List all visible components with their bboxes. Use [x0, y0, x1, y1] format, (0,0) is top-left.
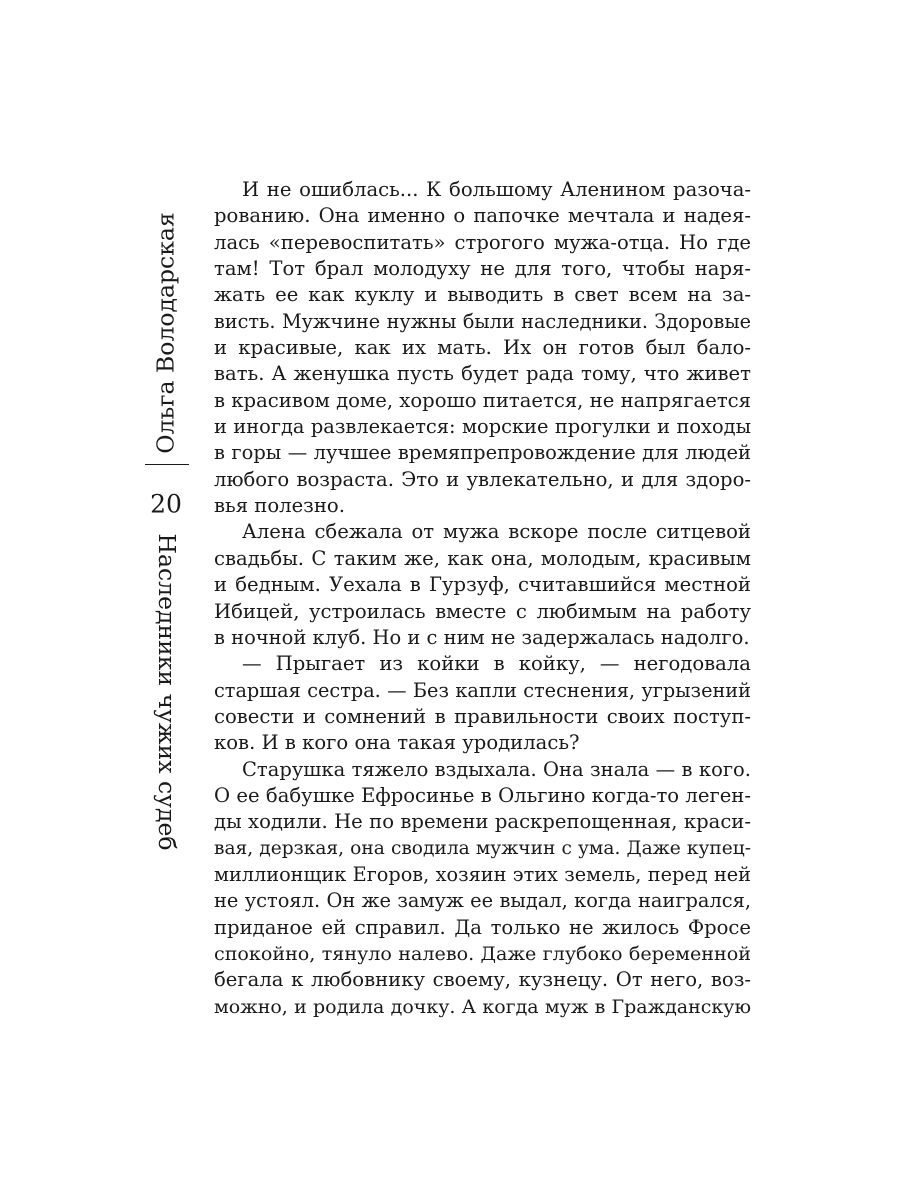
text-line: вать. А женушка пусть будет рада тому, что живет [214, 362, 751, 386]
text-line: и красивые, как их мать. Их он готов был бало- [214, 336, 751, 360]
text-line: в красивом доме, хорошо питается, не напрягается [214, 388, 751, 412]
text-line: и бедным. Уехала в Гурзуф, считавшийся местной [214, 573, 751, 597]
text-line: свадьбы. С таким же, как она, молодым, красивым [214, 546, 751, 570]
text-line: Старушка тяжело вздыхала. Она знала — в кого. [242, 757, 751, 781]
text-line: Алена сбежала от мужа вскоре после ситцевой [242, 520, 751, 544]
text-line: бегала к любовнику своему, кузнецу. От него, воз- [214, 968, 751, 992]
page-number: 20 [150, 489, 182, 519]
text-line: вья полезно. [214, 494, 345, 518]
text-line: ды ходили. Не по времени раскрепощенная, краси- [214, 810, 751, 834]
text-line: О ее бабушке Ефросинье в Ольгино когда-то леген- [214, 783, 751, 807]
text-line: и иногда развлекается: морские прогулки и походы [214, 415, 751, 439]
text-line: приданое ей справил. Да только не жилось Фросе [214, 915, 751, 939]
text-line: жать ее как куклу и выводить в свет всем на за- [214, 283, 751, 307]
text-line: рованию. Она именно о папочке мечтала и надея- [214, 204, 751, 228]
text-line: в горы — лучшее времяпрепровождение для людей [214, 441, 751, 465]
text-line: там! Тот брал молодуху не для того, чтобы наря- [214, 257, 751, 281]
running-header-author: Ольга Володарская [151, 212, 180, 454]
running-header-divider [145, 464, 189, 465]
text-line: совести и сомнений в правильности своих поступ- [214, 704, 751, 728]
text-line: И не ошиблась... К большому Аленином разоча- [242, 178, 751, 201]
text-line: Ибицей, устроилась вместе с любимым на работу [214, 599, 751, 623]
text-line: не устоял. Он же замуж ее выдал, когда наигрался, [214, 889, 751, 913]
text-line: старшая сестра. — Без капли стеснения, угрызений [214, 678, 751, 702]
text-line: спокойно, тянуло налево. Даже глубоко беременной [214, 941, 751, 965]
text-line: лась «перевоспитать» строгого мужа-отца. Но где [214, 230, 751, 254]
running-header-book-title: Наследники чужих судеб [152, 533, 181, 851]
text-line: в ночной клуб. Но и с ним не задержалась надолго. [214, 625, 750, 649]
text-line: вая, дерзкая, она сводила мужчин с ума. Даже купец- [214, 837, 751, 859]
body-text [214, 177, 751, 1020]
text-line: ков. И в кого она такая уродилась? [214, 731, 580, 755]
text-line: любого возраста. Это и увлекательно, и для здоро- [214, 467, 751, 491]
text-line: висть. Мужчине нужны были наследники. Здоровые [214, 309, 751, 333]
text-line: — Прыгает из койки в койку, — негодовала [242, 652, 751, 676]
text-line: миллионщик Егоров, хозяин этих земель, перед ней [214, 862, 751, 886]
text-line: можно, и родила дочку. А когда муж в Гражданскую [214, 995, 751, 1018]
